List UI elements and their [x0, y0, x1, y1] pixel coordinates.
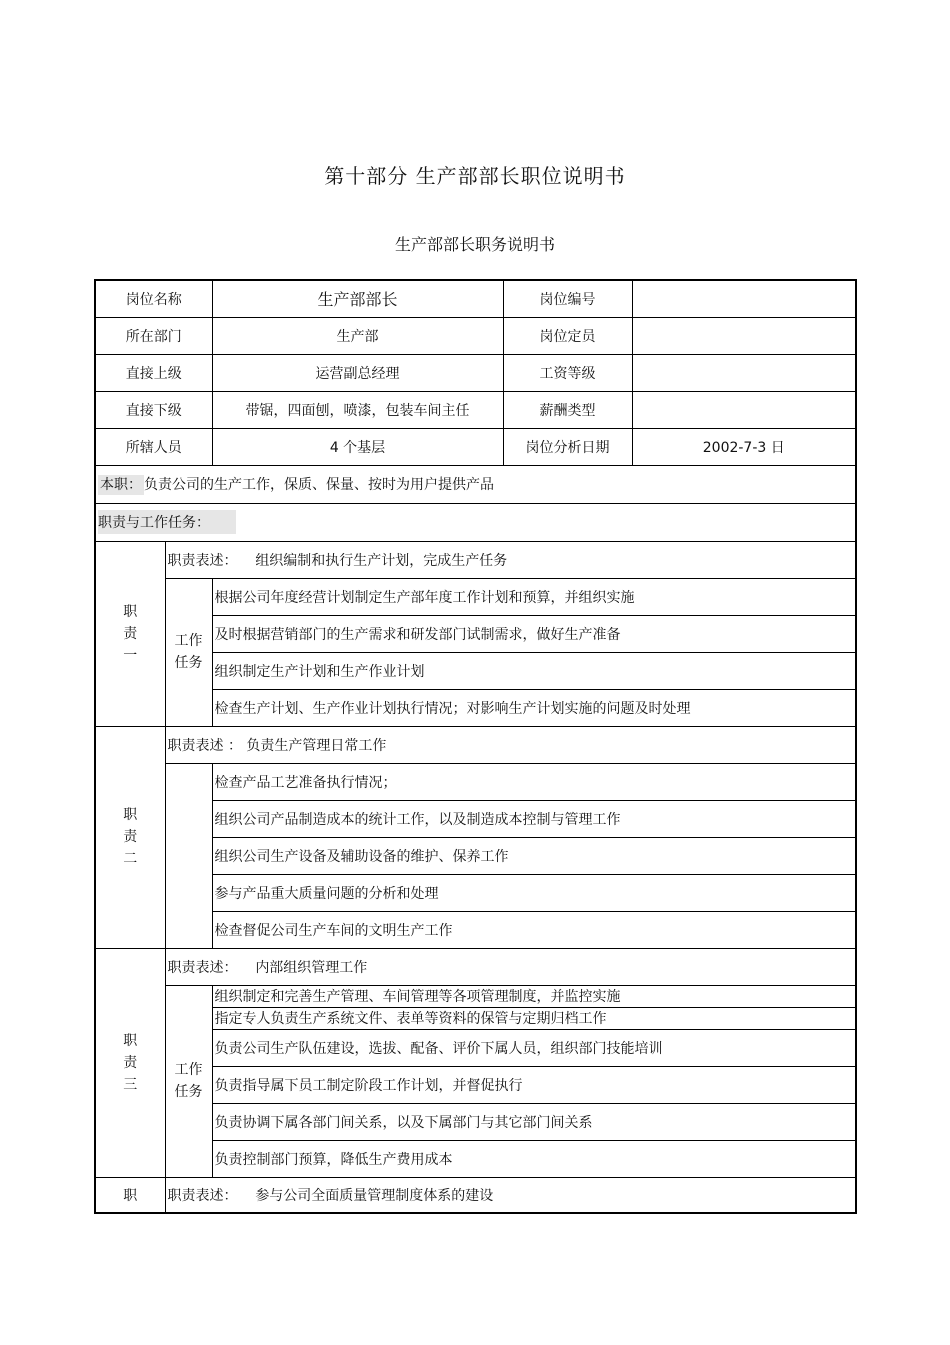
task-item: 根据公司年度经营计划制定生产部年度工作计划和预算，并组织实施 — [212, 578, 856, 615]
grade-value — [632, 354, 856, 391]
staff-label: 所辖人员 — [95, 428, 212, 465]
duty-desc-row — [95, 1177, 856, 1213]
superior-value: 运营副总经理 — [212, 354, 503, 391]
task-item: 负责控制部门预算，降低生产费用成本 — [212, 1140, 856, 1177]
task-item: 组织公司生产设备及辅助设备的维护、保养工作 — [212, 837, 856, 874]
duty-desc: 职责表述： 内部组织管理工作 — [165, 948, 856, 985]
task-row — [95, 985, 856, 1007]
duty-desc-row — [95, 541, 856, 578]
salary-value — [632, 391, 856, 428]
task-item: 组织公司产品制造成本的统计工作，以及制造成本控制与管理工作 — [212, 800, 856, 837]
duty-desc-row — [95, 726, 856, 763]
task-item: 检查产品工艺准备执行情况； — [212, 763, 856, 800]
task-item: 负责指导属下员工制定阶段工作计划，并督促执行 — [212, 1066, 856, 1103]
task-item: 及时根据营销部门的生产需求和研发部门试制需求，做好生产准备 — [212, 615, 856, 652]
main-duty-text: 负责公司的生产工作，保质、保量、按时为用户提供产品 — [144, 477, 494, 493]
duty-name: 职 责 二 — [95, 726, 165, 948]
date-label: 岗位分析日期 — [503, 428, 632, 465]
dept-value: 生产部 — [212, 317, 503, 354]
task-item: 指定专人负责生产系统文件、表单等资料的保管与定期归档工作 — [212, 1007, 856, 1029]
info-row — [95, 391, 856, 428]
task-label: 工作 任务 — [165, 985, 212, 1177]
task-row — [95, 763, 856, 800]
task-item: 组织制定生产计划和生产作业计划 — [212, 652, 856, 689]
duty-desc: 职责表述： 参与公司全面质量管理制度体系的建设 — [165, 1177, 856, 1213]
main-duty-row — [95, 465, 856, 503]
task-item: 组织制定和完善生产管理、车间管理等各项管理制度，并监控实施 — [212, 985, 856, 1007]
task-item: 负责协调下属各部门间关系，以及下属部门与其它部门间关系 — [212, 1103, 856, 1140]
task-label-empty — [165, 763, 212, 948]
task-label: 工作 任务 — [165, 578, 212, 726]
page-title: 第十部分 生产部部长职位说明书 — [324, 164, 626, 188]
info-row — [95, 280, 856, 317]
pos-no-label: 岗位编号 — [503, 280, 632, 317]
task-item: 检查督促公司生产车间的文明生产工作 — [212, 911, 856, 948]
task-row — [95, 578, 856, 615]
date-value: 2002-7-3 日 — [632, 428, 856, 465]
duty-name: 职 责 一 — [95, 541, 165, 726]
staff-value: 4 个基层 — [212, 428, 503, 465]
task-item: 负责公司生产队伍建设，选拔、配备、评价下属人员，组织部门技能培训 — [212, 1029, 856, 1066]
task-item: 参与产品重大质量问题的分析和处理 — [212, 874, 856, 911]
superior-label: 直接上级 — [95, 354, 212, 391]
task-item: 检查生产计划、生产作业计划执行情况；对影响生产计划实施的问题及时处理 — [212, 689, 856, 726]
info-row — [95, 428, 856, 465]
quota-label: 岗位定员 — [503, 317, 632, 354]
page-subtitle: 生产部部长职务说明书 — [394, 235, 555, 254]
subordinate-label: 直接下级 — [95, 391, 212, 428]
quota-value — [632, 317, 856, 354]
duty-desc-row — [95, 948, 856, 985]
pos-name-value: 生产部部长 — [212, 280, 503, 317]
tasks-header: 职责与工作任务： — [98, 510, 236, 534]
salary-label: 薪酬类型 — [503, 391, 632, 428]
grade-label: 工资等级 — [503, 354, 632, 391]
pos-no-value — [632, 280, 856, 317]
main-duty-label: 本职： — [100, 477, 142, 493]
duty-desc: 职责表述 ： 负责生产管理日常工作 — [165, 726, 856, 763]
subordinate-value: 带锯，四面刨，喷漆，包装车间主任 — [212, 391, 503, 428]
info-row — [95, 317, 856, 354]
job-description-table — [94, 279, 857, 1214]
duty-name: 职 责 三 — [95, 948, 165, 1177]
info-row — [95, 354, 856, 391]
dept-label: 所在部门 — [95, 317, 212, 354]
duty-desc: 职责表述： 组织编制和执行生产计划，完成生产任务 — [165, 541, 856, 578]
tasks-header-row — [95, 503, 856, 541]
pos-name-label: 岗位名称 — [95, 280, 212, 317]
duty-name: 职 — [95, 1177, 165, 1213]
